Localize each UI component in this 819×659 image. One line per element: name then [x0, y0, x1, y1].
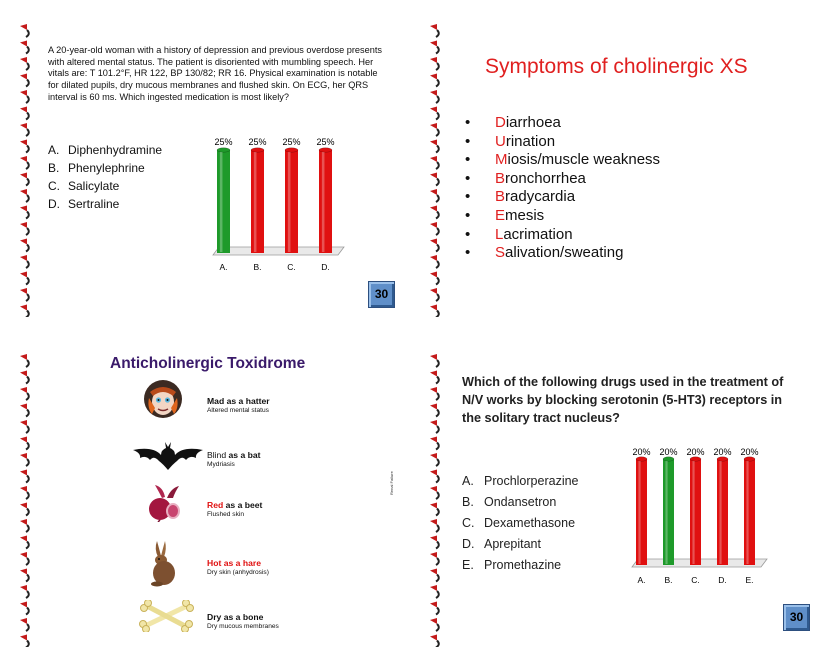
bar-a — [217, 150, 230, 253]
answer-options — [48, 141, 162, 213]
binding-ring — [20, 470, 29, 483]
binding-ring — [430, 404, 439, 417]
binding-ring — [430, 453, 439, 466]
side-vertical-text: Renal Failure — [389, 471, 394, 495]
bar-cap — [319, 148, 332, 152]
option-a[interactable]: A. Prochlorperazine — [462, 474, 579, 488]
binding-ring — [20, 536, 29, 549]
bar-b — [251, 150, 264, 253]
bar-value-label: 20% — [686, 447, 705, 457]
binding-ring — [430, 74, 439, 87]
bar-d — [319, 150, 332, 253]
binding-ring — [20, 288, 29, 301]
binding-ring — [20, 519, 29, 532]
binding-ring — [20, 371, 29, 384]
bar-d — [717, 459, 728, 565]
option-d[interactable]: D. Sertraline — [48, 197, 120, 211]
bar-cap — [285, 148, 298, 152]
bar-value-label: 20% — [740, 447, 759, 457]
bat-icon — [131, 438, 205, 472]
option-a[interactable]: A. Diphenhydramine — [48, 143, 163, 157]
response-chart — [622, 444, 772, 592]
symptom-item: • Salivation/sweating — [465, 244, 624, 262]
binding-ring — [430, 156, 439, 169]
binding-ring — [20, 74, 29, 87]
toxidrome-item-bone: Dry as a bone Dry mucous membranes — [207, 612, 279, 630]
bar-c — [690, 459, 701, 565]
binding-ring — [430, 503, 439, 516]
bar-cap — [663, 457, 674, 461]
x-tick-label: B. — [664, 575, 673, 585]
binding-ring — [20, 173, 29, 186]
binding-ring — [430, 569, 439, 582]
binding-ring — [430, 552, 439, 565]
bar-highlight — [288, 152, 291, 252]
binding-ring — [430, 107, 439, 120]
bar-highlight — [692, 461, 694, 564]
symptom-item: • Miosis/muscle weakness — [465, 151, 661, 169]
symptom-item: • Diarrhoea — [465, 114, 561, 131]
binding-ring — [20, 420, 29, 433]
symptom-item: • Bradycardia — [465, 188, 576, 206]
x-tick-label: C. — [287, 262, 296, 272]
bar-value-label: 25% — [282, 137, 301, 147]
slide-question-2 — [410, 330, 819, 659]
binding-ring — [430, 635, 439, 648]
binding-ring — [20, 24, 29, 37]
bar-c — [285, 150, 298, 253]
slide-cholinergic — [410, 0, 819, 329]
bar-highlight — [746, 461, 748, 564]
binding-ring — [430, 189, 439, 202]
mad-hatter-icon — [143, 378, 183, 420]
binding-ring — [430, 437, 439, 450]
binding-ring — [20, 107, 29, 120]
bar-cap — [636, 457, 647, 461]
binding-ring — [20, 453, 29, 466]
x-tick-label: A. — [219, 262, 228, 272]
x-tick-label: C. — [691, 575, 700, 585]
binding-ring — [20, 272, 29, 285]
answer-options — [462, 471, 579, 576]
binding-ring — [20, 255, 29, 268]
bar-highlight — [220, 152, 223, 252]
x-tick-label: E. — [745, 575, 754, 585]
bar-a — [636, 459, 647, 565]
bar-highlight — [322, 152, 325, 252]
slide-title: Anticholinergic Toxidrome — [110, 355, 306, 372]
bar-cap — [217, 148, 230, 152]
binding-ring — [20, 569, 29, 582]
question-text: Which of the following drugs used in the treatment of N/V works by blocking serotonin (5-HT3) receptors in the solitary tract nucleus? — [462, 375, 784, 425]
bar-value-label: 20% — [659, 447, 678, 457]
option-b[interactable]: B. Ondansetron — [462, 495, 557, 509]
binding-ring — [20, 503, 29, 516]
binding-ring — [430, 41, 439, 54]
option-c[interactable]: C. Salicylate — [48, 179, 120, 193]
bar-b — [663, 459, 674, 565]
binding-ring — [20, 585, 29, 598]
binding-ring — [20, 222, 29, 235]
bar-value-label: 20% — [632, 447, 651, 457]
symptom-list — [465, 114, 660, 263]
toxidrome-item-bat: Blind as a bat Mydriasis — [207, 450, 261, 468]
binding-ring — [430, 255, 439, 268]
bar-value-label: 25% — [316, 137, 335, 147]
binding-ring — [20, 189, 29, 202]
slide-title: Symptoms of cholinergic XS — [485, 55, 748, 78]
binding-ring — [430, 354, 439, 367]
beet-icon — [143, 484, 185, 522]
binding-ring — [430, 24, 439, 37]
binding-ring — [20, 635, 29, 648]
bar-value-label: 25% — [248, 137, 267, 147]
binding-ring — [430, 173, 439, 186]
binding-ring — [20, 156, 29, 169]
response-chart — [195, 132, 355, 280]
binding-ring — [20, 354, 29, 367]
binding-ring — [20, 552, 29, 565]
binding-ring — [430, 288, 439, 301]
binding-ring — [430, 618, 439, 631]
binding-ring — [20, 404, 29, 417]
bar-cap — [744, 457, 755, 461]
binding-ring — [430, 536, 439, 549]
binding-ring — [430, 371, 439, 384]
countdown-timer: 30 — [783, 604, 810, 631]
bar-cap — [690, 457, 701, 461]
binding-ring — [430, 387, 439, 400]
option-e[interactable]: E. Promethazine — [462, 558, 562, 572]
binding-ring — [20, 123, 29, 136]
binding-ring — [20, 90, 29, 103]
binding-ring — [20, 140, 29, 153]
binding-ring — [430, 305, 439, 318]
symptom-item: • Emesis — [465, 206, 545, 224]
binding-ring — [20, 618, 29, 631]
x-tick-label: D. — [718, 575, 727, 585]
x-tick-label: A. — [637, 575, 646, 585]
option-b[interactable]: B. Phenylephrine — [48, 161, 145, 175]
binding-ring — [20, 486, 29, 499]
x-tick-label: B. — [253, 262, 262, 272]
hare-icon — [146, 539, 180, 587]
binding-rings-decoration — [428, 352, 446, 647]
toxidrome-item-beet: Red as a beet Flushed skin — [207, 500, 263, 518]
countdown-timer: 30 — [368, 281, 395, 308]
bar-value-label: 20% — [713, 447, 732, 457]
binding-ring — [430, 140, 439, 153]
binding-ring — [430, 206, 439, 219]
bar-value-label: 25% — [214, 137, 233, 147]
bone-icon — [137, 600, 195, 632]
symptom-item: • Urination — [465, 132, 556, 150]
binding-ring — [20, 305, 29, 318]
toxidrome-item-hatter: Mad as a hatter Altered mental status — [207, 396, 270, 414]
binding-ring — [430, 222, 439, 235]
option-c[interactable]: C. Dexamethasone — [462, 516, 576, 530]
binding-rings-decoration — [18, 352, 36, 647]
bar-highlight — [665, 461, 667, 564]
binding-ring — [430, 239, 439, 252]
binding-ring — [430, 585, 439, 598]
binding-ring — [20, 57, 29, 70]
binding-ring — [430, 486, 439, 499]
bar-cap — [251, 148, 264, 152]
symptom-item: • Lacrimation — [465, 225, 573, 243]
binding-ring — [430, 420, 439, 433]
bar-cap — [717, 457, 728, 461]
binding-ring — [430, 57, 439, 70]
binding-ring — [20, 602, 29, 615]
option-d[interactable]: D. Aprepitant — [462, 537, 541, 551]
binding-ring — [20, 437, 29, 450]
binding-ring — [430, 602, 439, 615]
binding-rings-decoration — [428, 22, 446, 317]
bar-highlight — [254, 152, 257, 252]
binding-ring — [20, 239, 29, 252]
bar-e — [744, 459, 755, 565]
binding-ring — [20, 41, 29, 54]
binding-ring — [430, 470, 439, 483]
slide-question-1 — [0, 0, 409, 329]
binding-ring — [430, 519, 439, 532]
x-tick-label: D. — [321, 262, 330, 272]
bar-highlight — [638, 461, 640, 564]
bar-highlight — [719, 461, 721, 564]
binding-ring — [20, 206, 29, 219]
toxidrome-item-hare: Hot as a hare Dry skin (anhydrosis) — [207, 558, 269, 576]
binding-ring — [430, 123, 439, 136]
binding-rings-decoration — [18, 22, 36, 317]
slide-anticholinergic — [0, 330, 409, 659]
question-text: A 20-year-old woman with a history of depression and previous overdose presents with altered mental status. The patient is disoriented with mumbling speech. Her vitals are: T 101.2°F, HR 122, BP 130/82; RR 16. Physical examination is notable for dilated pupils, dry mucous membranes and flushed skin. On ECG, her QRS interval is 60 ms. Which ingested medication is most likely? — [48, 45, 382, 102]
binding-ring — [430, 90, 439, 103]
binding-ring — [20, 387, 29, 400]
binding-ring — [430, 272, 439, 285]
symptom-item: • Bronchorrhea — [465, 169, 586, 187]
